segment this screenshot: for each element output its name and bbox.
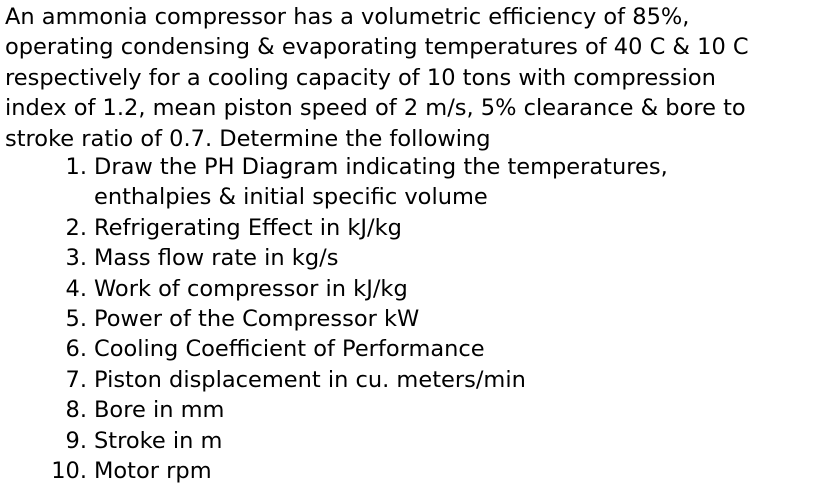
item-number: 5. bbox=[65, 306, 87, 333]
item-text: Piston displacement in cu. meters/min bbox=[94, 366, 526, 393]
item-text: Bore in mm bbox=[94, 397, 225, 424]
list-item bbox=[0, 334, 814, 364]
list-item bbox=[0, 243, 814, 273]
list-item bbox=[0, 365, 814, 395]
list-item bbox=[0, 274, 814, 304]
problem-statement: An ammonia compressor has a volumetric efficiency of 85%, operating condensing & evaporating temperatures of 40 C & 10 C respectively for a cooling capacity of 10 tons with compression index of 1.2, mean piston speed of 2 m/s, 5% clearance & bore to stroke ratio of 0.7. Determine the following bbox=[5, 4, 749, 152]
item-text: Mass flow rate in kg/s bbox=[94, 245, 339, 272]
item-text: Work of compressor in kJ/kg bbox=[94, 275, 408, 302]
list-item bbox=[0, 152, 814, 213]
item-number: 9. bbox=[65, 427, 87, 454]
item-text: Draw the PH Diagram indicating the temperatures, enthalpies & initial specific volume bbox=[94, 154, 668, 211]
item-number: 2. bbox=[65, 214, 87, 241]
item-number: 1. bbox=[65, 154, 87, 180]
item-number: 8. bbox=[65, 397, 87, 424]
item-text: Cooling Coefficient of Performance bbox=[94, 336, 485, 363]
question-list bbox=[0, 152, 818, 486]
item-text: Stroke in m bbox=[94, 427, 223, 454]
item-text: Motor rpm bbox=[94, 458, 212, 485]
list-item bbox=[0, 213, 814, 243]
list-item bbox=[0, 395, 814, 425]
list-item bbox=[0, 456, 814, 486]
item-number: 10. bbox=[51, 458, 87, 485]
item-text: Refrigerating Effect in kJ/kg bbox=[94, 214, 402, 241]
item-number: 7. bbox=[65, 366, 87, 393]
item-text: Power of the Compressor kW bbox=[94, 306, 420, 333]
list-item bbox=[0, 426, 814, 456]
item-number: 3. bbox=[65, 245, 87, 272]
item-number: 6. bbox=[65, 336, 87, 363]
item-number: 4. bbox=[65, 275, 87, 302]
list-item bbox=[0, 304, 814, 334]
